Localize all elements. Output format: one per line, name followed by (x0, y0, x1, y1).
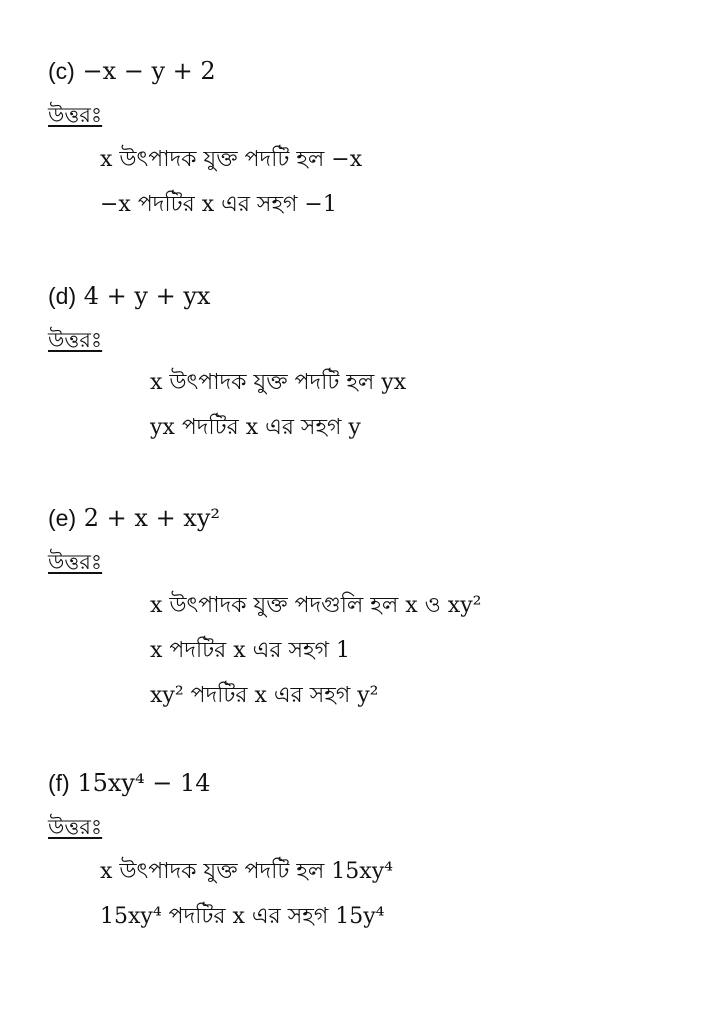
answer-line: yx পদটির x এর সহগ y (150, 415, 361, 440)
question-line (48, 768, 211, 798)
answer-line: x পদটির x এর সহগ 1 (150, 638, 350, 663)
answer-label: উত্তরঃ (48, 815, 103, 839)
answer-label: উত্তরঃ (48, 550, 103, 574)
question-label: (e) (48, 505, 77, 531)
question-label: (d) (48, 283, 77, 309)
question-expression: 15xy⁴ − 14 (77, 769, 211, 797)
question-label: (c) (48, 58, 75, 84)
question-line (48, 281, 210, 311)
question-label: (f) (48, 770, 70, 796)
question-line (48, 56, 216, 86)
answer-line: x উৎপাদক যুক্ত পদটি হল −x (100, 147, 363, 172)
answer-line: x উৎপাদক যুক্ত পদটি হল 15xy⁴ (100, 859, 393, 884)
answer-line: x উৎপাদক যুক্ত পদগুলি হল x ও xy² (150, 593, 482, 618)
answer-line: 15xy⁴ পদটির x এর সহগ 15y⁴ (100, 904, 385, 929)
question-line (48, 503, 220, 533)
question-expression: −x − y + 2 (82, 57, 216, 85)
answer-label: উত্তরঃ (48, 103, 103, 127)
question-expression: 2 + x + xy² (83, 504, 221, 532)
answer-line: x উৎপাদক যুক্ত পদটি হল yx (150, 370, 407, 395)
answer-line: xy² পদটির x এর সহগ y² (150, 683, 379, 708)
question-expression: 4 + y + yx (83, 282, 211, 310)
answer-line: −x পদটির x এর সহগ −1 (100, 192, 337, 217)
answer-label: উত্তরঃ (48, 328, 103, 352)
